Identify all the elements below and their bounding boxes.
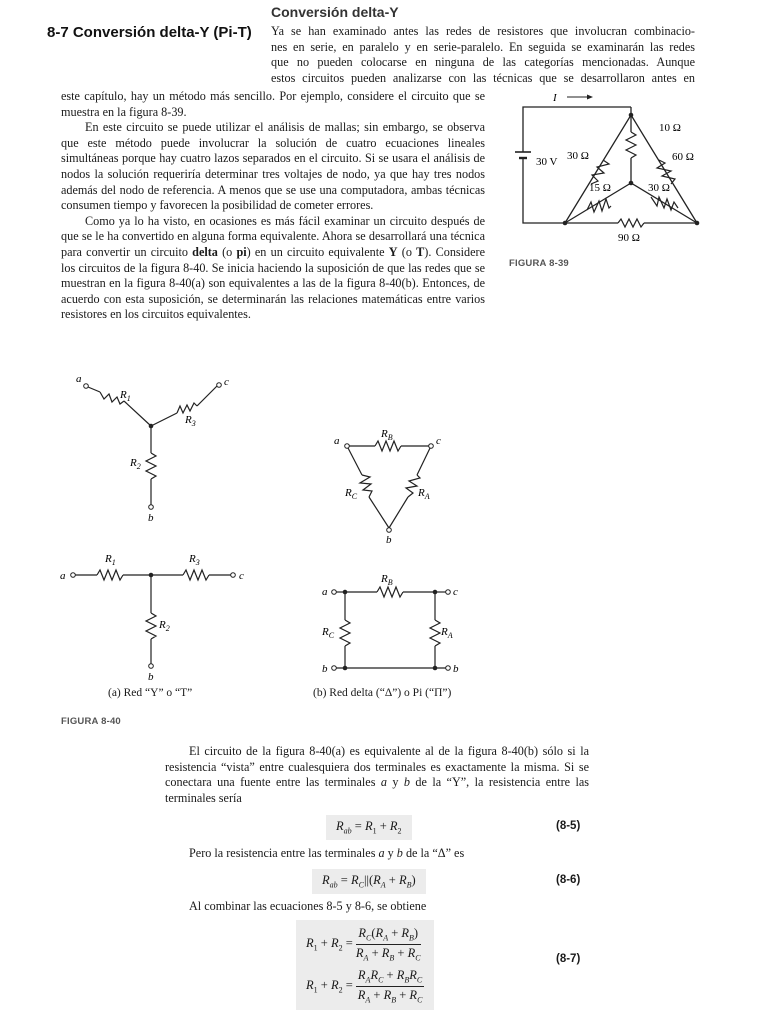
- fig40a-r2-label: $R_2$: [130, 457, 141, 471]
- fig40a-t-node-c: c: [239, 570, 244, 582]
- fig40a-node-a: a: [76, 373, 82, 385]
- fig40a-t-r3-label: $R_3$: [189, 553, 200, 567]
- intro-paragraph-3: [61, 214, 485, 323]
- p5-term-a: a: [378, 846, 385, 860]
- fig40b-delta-node-b: b: [386, 534, 392, 546]
- figure-8-40a-t-network: [55, 550, 255, 690]
- fig39-r-30-right: 30 Ω: [648, 182, 670, 194]
- body-paragraph-4: [165, 744, 589, 806]
- fig39-r-15: 15 Ω: [589, 182, 611, 194]
- fig40b-pi-node-a: a: [322, 586, 328, 598]
- fig40a-t-r1-label: $R_1$: [105, 553, 116, 567]
- p5-text-mid: y: [384, 846, 397, 860]
- fig40a-t-node-b: b: [148, 671, 154, 683]
- term-y: Y: [388, 244, 398, 259]
- intro-line-3: que no pueden colocarse en ninguna de las categorías mencionadas. Aunque: [271, 55, 695, 70]
- fig39-r-10: 10 Ω: [659, 122, 681, 134]
- p4-term-a: a: [380, 775, 387, 790]
- fig39-r-30-left: 30 Ω: [567, 150, 589, 162]
- p5-text: Pero la resistencia entre las terminales: [189, 846, 379, 860]
- p3-text-e: ). Considere los circuitos de la figura 8-40. Se inicia haciendo la suposición de que las redes que se muestran en la figura 8-40(a) son equivalentes a las de la figura 8-40(b). Entonces, de acuerdo con esta suposición, se determinarán las relaciones matemáticas entre varios resistores en los circuitos equivalentes.: [61, 244, 486, 322]
- fig40b-delta-node-a: a: [334, 435, 340, 447]
- p3-text-d: (o: [397, 244, 417, 259]
- fig40b-pi-node-c: c: [453, 586, 458, 598]
- fig40b-delta-ra-label: $R_A$: [418, 487, 430, 501]
- fig40a-node-b: b: [148, 512, 154, 524]
- fig40b-delta-rc-label: $R_C$: [345, 487, 358, 501]
- equation-8-5: $R_{ab} = R_1 + R_2$: [326, 815, 412, 840]
- body-paragraph-5: [165, 846, 589, 862]
- fig40a-node-c: c: [224, 376, 229, 388]
- running-title: Conversión delta-Y: [271, 4, 399, 20]
- term-pi: pi: [236, 244, 247, 259]
- intro-line-1: Ya se han examinado antes las redes de resistores que involucran combinacio-: [271, 24, 695, 38]
- equation-8-6-number: (8-6): [556, 874, 581, 886]
- intro-line-2: nes en serie, en paralelo y en serie-paralelo. En seguida se examinarán las redes: [271, 39, 695, 54]
- body-paragraph-5-wrap: [165, 846, 589, 862]
- intro-paragraph-2: [61, 120, 485, 214]
- figure-8-40a-caption: (a) Red “Y” o “T”: [108, 687, 193, 699]
- intro-body: [61, 89, 485, 323]
- fig40b-pi-rb-label: $R_B$: [381, 573, 393, 587]
- fig40a-t-node-a: a: [60, 570, 66, 582]
- p4-term-b: b: [403, 775, 411, 790]
- fig39-r-60: 60 Ω: [672, 151, 694, 163]
- figure-8-40b-delta-network: [325, 420, 455, 550]
- intro-paragraph-1-cont: este capítulo, hay un método más sencillo. Por ejemplo, considere el circuito que se muestra en la figura 8-39.: [61, 89, 485, 119]
- fig40a-r1-label: $R_1$: [120, 389, 131, 403]
- term-delta: delta: [192, 244, 218, 259]
- figure-8-40b-pi-network: [315, 568, 475, 680]
- body-paragraph-6-wrap: [165, 899, 589, 915]
- equation-8-7: $R_1 + R_2$ = $\frac{R_C(R_A + R_B)}{R_A + R_B + R_C}$ $R_1 + R_2$ = $\frac{R_AR_C + R_BR_C}{R_A + R_B + R_C}$: [296, 920, 434, 1010]
- equation-8-5-number: (8-5): [556, 820, 581, 832]
- fig40a-r3-label: $R_3$: [185, 414, 196, 428]
- figure-8-40a-y-network: [62, 370, 252, 530]
- intro-paragraph-2-text: En este circuito se puede utilizar el análisis de mallas; sin embargo, se observa que este método puede involucrar la solución de cuatro ecuaciones lineales simultáneas porque hay cuatro lazos separados en el circuito. Si se usara el análisis de nodos la solución requeriría determinar tres voltajes de nodo, ya que hay tres nodos además del nodo de referencia. A menos que se use una computadora, ambas técnicas consumen tiempo y favorecen la posibilidad de cometer errores.: [61, 120, 485, 213]
- term-t: T: [416, 244, 425, 259]
- equation-8-7-number: (8-7): [556, 953, 581, 965]
- figure-8-39-label: FIGURA 8-39: [509, 258, 569, 269]
- figure-8-40b-caption: (b) Red delta (“Δ”) o Pi (“Π”): [313, 687, 452, 699]
- p3-text-c: ) en un circuito equivalente: [246, 244, 389, 259]
- p6-text: Al combinar las ecuaciones 8-5 y 8-6, se obtiene: [189, 899, 427, 913]
- p5-text-end: de la “Δ” es: [402, 846, 465, 860]
- figure-8-40-label: FIGURA 8-40: [61, 716, 121, 727]
- figure-8-39-circuit: [505, 85, 705, 245]
- fig40a-t-r2-label: $R_2$: [159, 619, 170, 633]
- equation-8-6: $R_{ab} = R_C||(R_A + R_B)$: [312, 869, 426, 894]
- fig40b-pi-node-b-left: b: [322, 663, 328, 675]
- fig39-current-label: I: [553, 92, 557, 104]
- lower-body: [165, 744, 589, 806]
- section-title: 8-7 Conversión delta-Y (Pi-T): [47, 24, 252, 41]
- p3-text-b: (o: [217, 244, 237, 259]
- p4-text-b: y: [386, 775, 404, 790]
- p5-term-b: b: [396, 846, 403, 860]
- fig40b-pi-rc-label: $R_C$: [322, 626, 335, 640]
- fig40b-pi-node-b-right: b: [453, 663, 459, 675]
- intro-first-lines: [271, 24, 695, 86]
- intro-line-4: estos circuitos pueden analizarse con las técnicas que se desarrollaron antes en: [271, 70, 695, 85]
- p4-text-c: de la “Y”, la resistencia entre las terminales sería: [165, 775, 590, 805]
- p4-text-a: El circuito de la figura 8-40(a) es equivalente al de la figura 8-40(b) sólo si la resistencia “vista” entre cualesquiera dos terminales es exactamente la misma. Si se conectara una fuente entre las terminales: [165, 744, 589, 790]
- fig40b-delta-rb-label: $R_B$: [381, 428, 393, 442]
- p3-text-a: Como ya lo ha visto, en ocasiones es más fácil examinar un circuito después de que se le ha convertido en alguna forma equivalente. Ahora se desarrollará una técnica para convertir un circuito: [61, 213, 485, 259]
- fig39-source-label: 30 V: [536, 156, 558, 168]
- fig39-r-90: 90 Ω: [618, 232, 640, 244]
- fig40b-pi-ra-label: $R_A$: [441, 626, 453, 640]
- fig40b-delta-node-c: c: [436, 435, 441, 447]
- body-paragraph-6: [165, 899, 589, 915]
